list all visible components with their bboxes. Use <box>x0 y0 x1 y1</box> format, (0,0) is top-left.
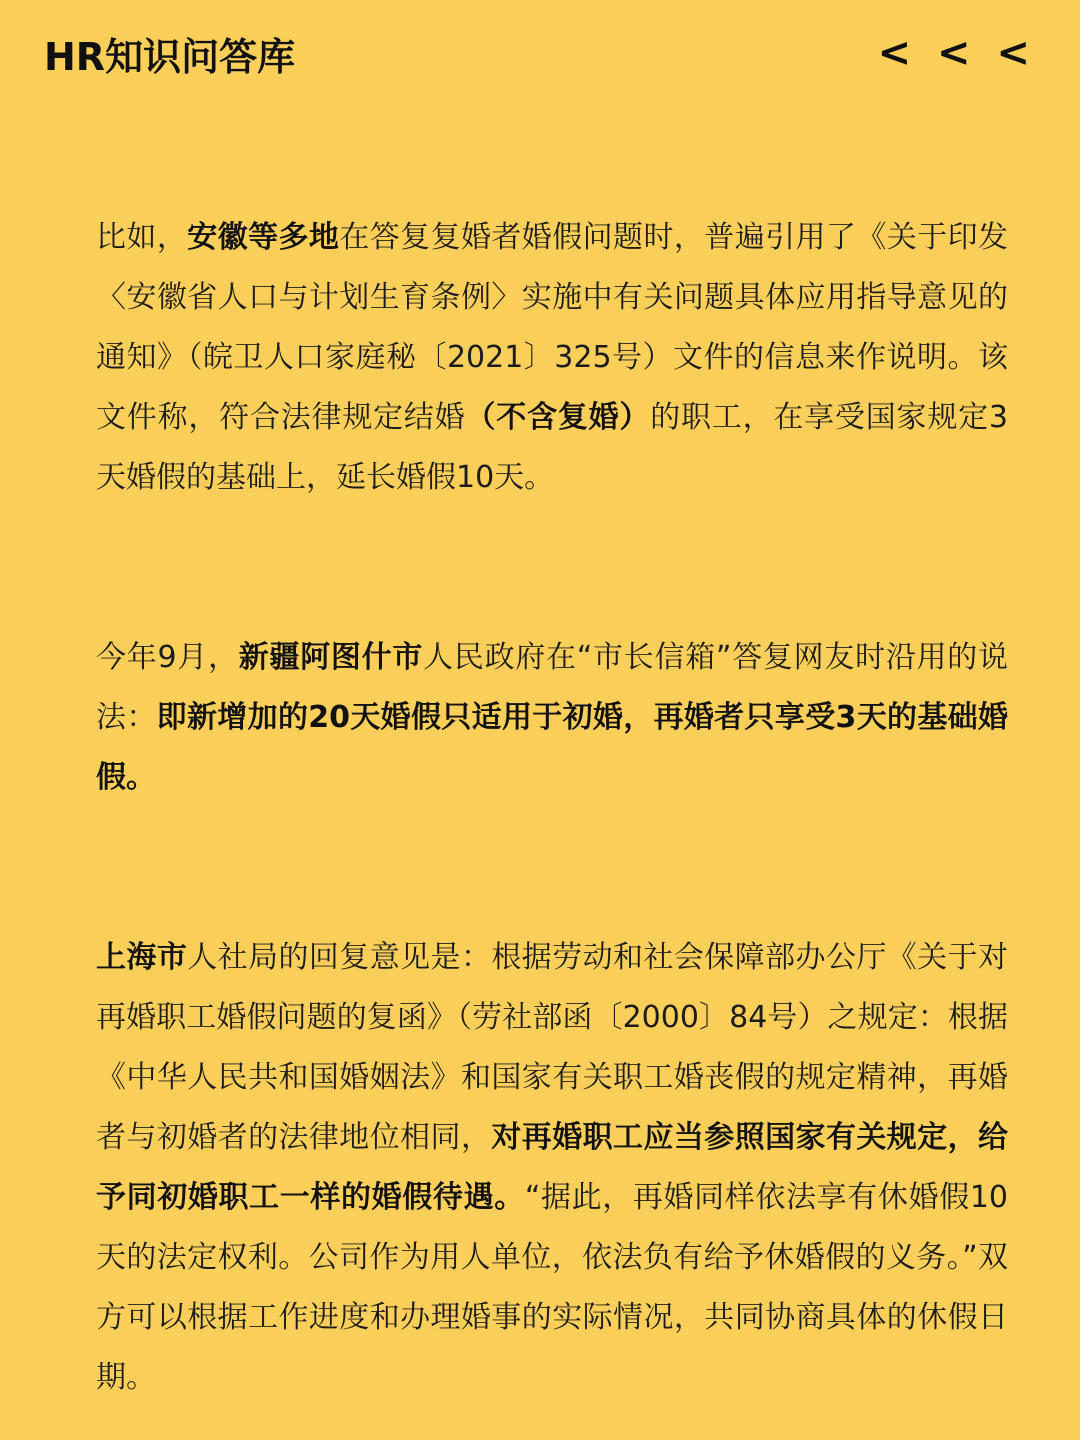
emphasis-segment: 上海市 <box>96 940 188 975</box>
text-segment: 今年9月， <box>96 640 239 675</box>
page-title: HR知识问答库 <box>44 35 296 79</box>
paragraph-shanghai <box>96 928 1008 1408</box>
text-segment: 人社局的回复意见是：根据劳动和社会保障部办公厅《关于对再婚职工婚假问题的复函》（劳社部函〔2000〕84号）之规定：根据《中华人民共和国婚姻法》和国家有关职工婚丧假的规定精神，再婚者与初婚者的法律地位相同， <box>96 940 1009 1155</box>
emphasis-segment: 新疆阿图什市 <box>238 640 424 675</box>
text-segment: “据此，再婚同样依法享有休婚假10天的法定权利。公司作为用人单位，依法负有给予休婚假的义务。”双方可以根据工作进度和办理婚事的实际情况，共同协商具体的休假日期。 <box>96 1180 1008 1395</box>
text-segment: 比如， <box>96 220 188 255</box>
emphasis-segment: （不含复婚） <box>465 400 651 435</box>
text-segment: 在答复复婚者婚假问题时，普遍引用了《关于印发〈安徽省人口与计划生育条例〉实施中有关问题具体应用指导意见的通知》（皖卫人口家庭秘〔2021〕325号）文件的信息来作说明。该文件称，符合法律规定结婚 <box>96 220 1009 435</box>
paragraph-anhui <box>96 208 1008 508</box>
text-segment: 的职工，在享受国家规定3天婚假的基础上，延长婚假10天。 <box>96 400 1009 495</box>
paragraph-xinjiang <box>96 628 1008 808</box>
emphasis-segment: 安徽等多地 <box>187 220 340 255</box>
text-segment: 人民政府在“市长信箱”答复网友时沿用的说法： <box>96 640 1009 735</box>
emphasis-segment: 即新增加的20天婚假只适用于初婚，再婚者只享受3天的基础婚假。 <box>96 700 1009 795</box>
article-body <box>96 208 1008 1408</box>
emphasis-segment: 对再婚职工应当参照国家有关规定，给予同初婚职工一样的婚假待遇。 <box>96 1120 1009 1215</box>
back-arrows-icon[interactable]: < < < <box>877 30 1036 76</box>
